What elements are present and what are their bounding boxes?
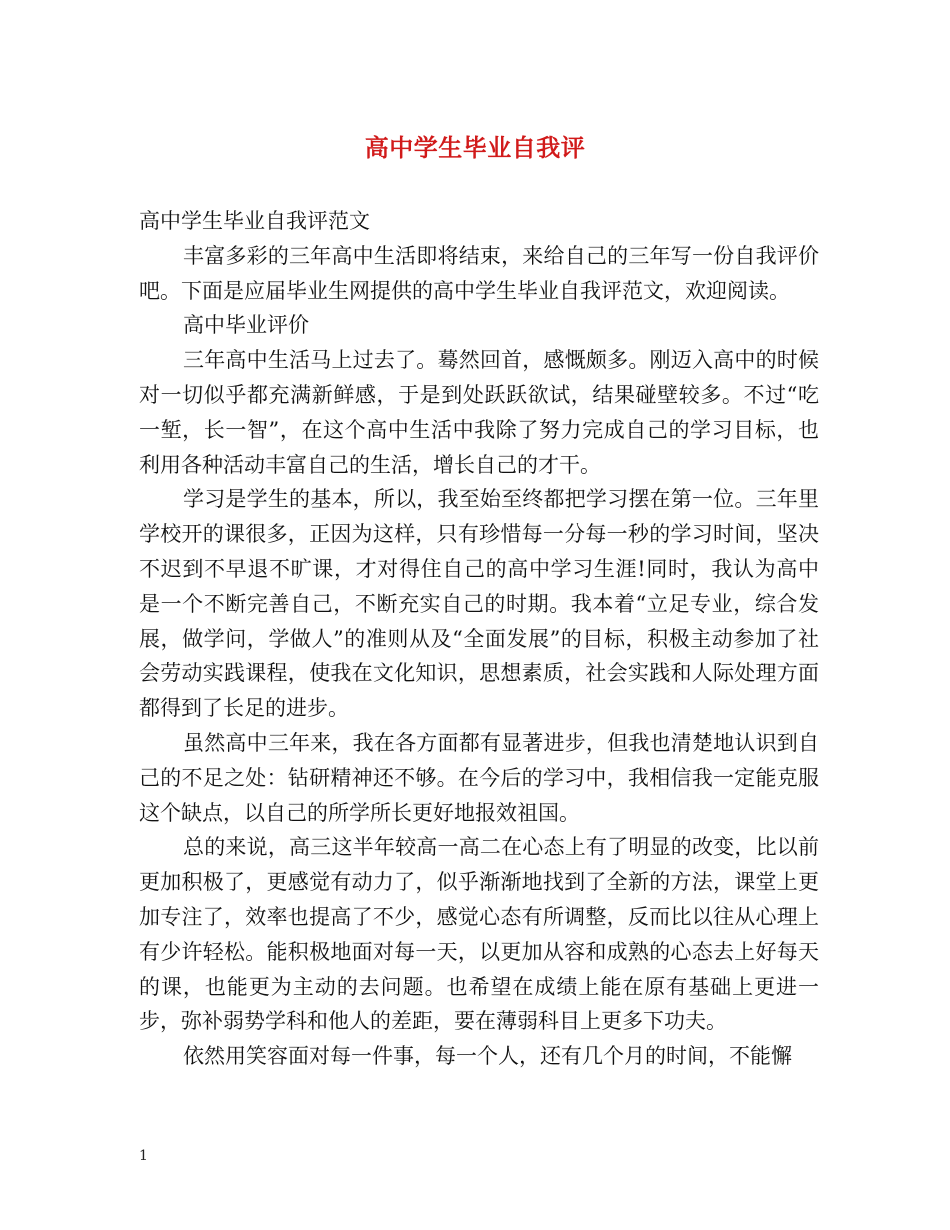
body-paragraph: 总的来说，高三这半年较高一高二在心态上有了明显的改变，比以前更加积极了，更感觉有动力了，似乎渐渐地找到了全新的方法，课堂上更加专注了，效率也提高了不少，感觉心态有所调整，反而比以往从心理上有少许轻松。能积极地面对每一天，以更加从容和成熟的心态去上好每天的课，也能更为主动的去问题。也希望在成绩上能在原有基础上更进一步，弥补弱势学科和他人的差距，要在薄弱科目上更多下功夫。 [139,835,819,1034]
document-body [139,204,819,1074]
body-paragraph: 学习是学生的基本，所以，我至始至终都把学习摆在第一位。三年里学校开的课很多，正因为这样，只有珍惜每一分每一秒的学习时间，坚决不迟到不早退不旷课，才对得住自己的高中学习生涯!同时，我认为高中是一个不断完善自己，不断充实自己的时期。我本着“立足专业，综合发展，做学问，学做人”的准则从及“全面发展”的目标，积极主动参加了社会劳动实践课程，使我在文化知识，思想素质，社会实践和人际处理方面都得到了长足的进步。 [139,487,819,721]
body-paragraph: 虽然高中三年来，我在各方面都有显著进步，但我也清楚地认识到自己的不足之处：钻研精神还不够。在今后的学习中，我相信我一定能克服这个缺点，以自己的所学所长更好地报效祖国。 [139,730,819,825]
section-heading: 高中毕业评价 [183,313,309,338]
intro-paragraph: 丰富多彩的三年高中生活即将结束，来给自己的三年写一份自我评价吧。下面是应届毕业生网提供的高中学生毕业自我评范文，欢迎阅读。 [139,243,819,303]
page-number: 1 [139,1148,148,1164]
document-title: 高中学生毕业自我评 [364,133,586,162]
body-paragraph: 三年高中生活马上过去了。蓦然回首，感慨颇多。刚迈入高中的时候对一切似乎都充满新鲜感，于是到处跃跃欲试，结果碰壁较多。不过“吃一堑，长一智”，在这个高中生活中我除了努力完成自己的学习目标，也利用各种活动丰富自己的生活，增长自己的才干。 [139,348,819,477]
body-paragraph: 依然用笑容面对每一件事，每一个人，还有几个月的时间，不能懈 [183,1044,792,1069]
subtitle-paragraph: 高中学生毕业自我评范文 [139,209,370,233]
